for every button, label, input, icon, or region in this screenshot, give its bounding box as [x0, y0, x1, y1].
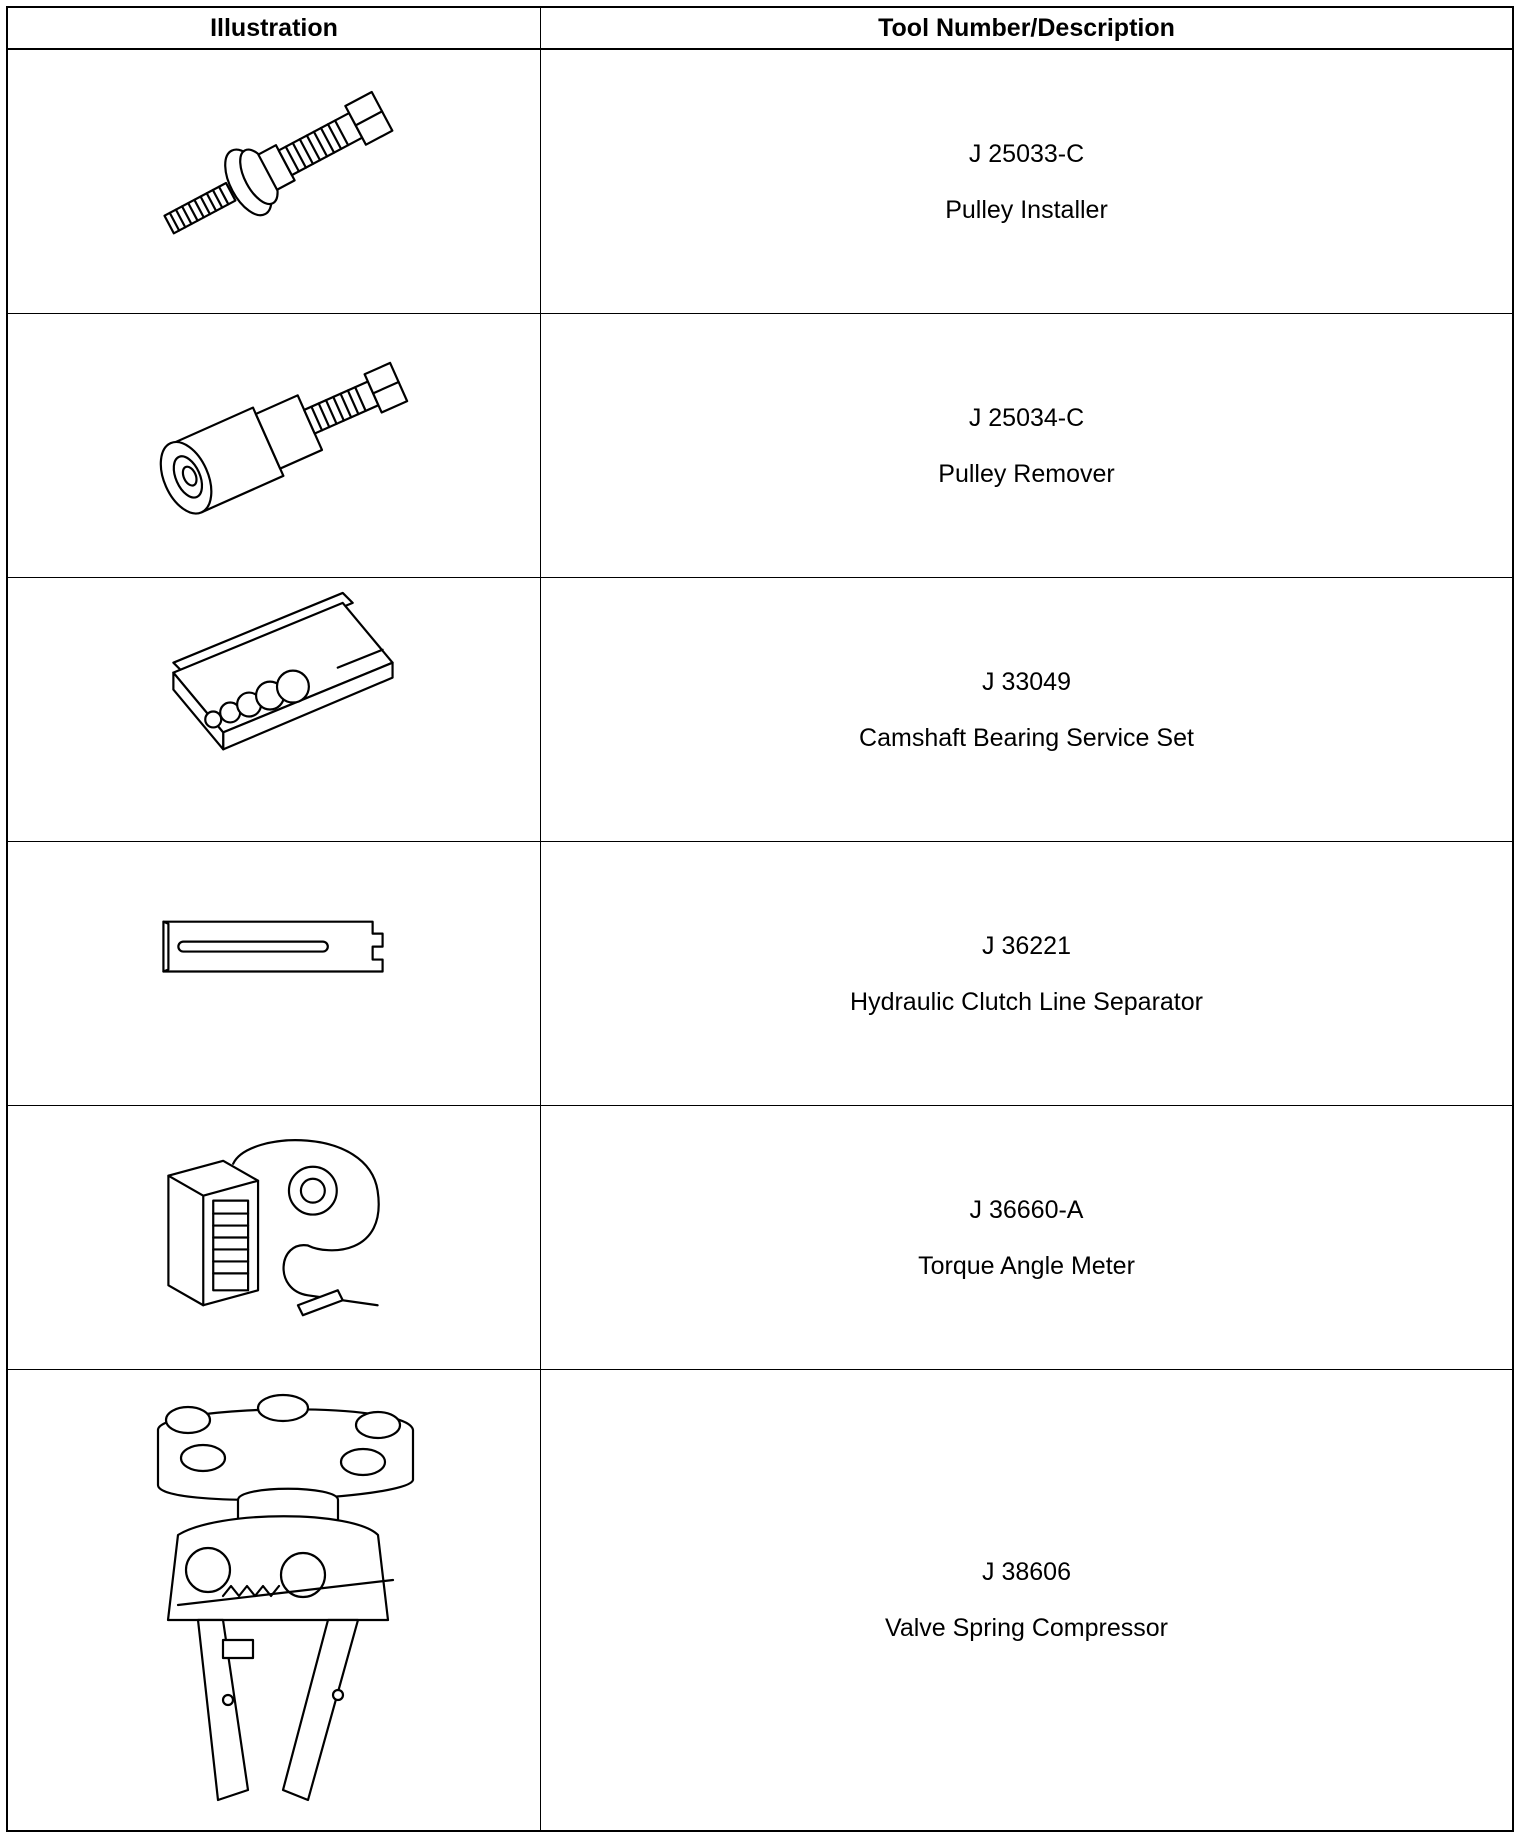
camshaft-bearing-set-illustration — [8, 578, 541, 841]
clutch-line-separator-illustration — [8, 842, 541, 1105]
tool-description: Pulley Remover — [938, 459, 1115, 488]
torque-angle-meter-illustration — [8, 1106, 541, 1369]
table-row — [8, 578, 1512, 842]
pulley-remover-illustration — [8, 314, 541, 577]
pulley-installer-illustration — [8, 50, 541, 313]
table-row — [8, 1106, 1512, 1370]
tool-description-cell — [541, 578, 1512, 841]
valve-spring-compressor-illustration — [8, 1370, 541, 1830]
tool-description: Torque Angle Meter — [918, 1251, 1135, 1280]
table-row — [8, 1370, 1512, 1830]
header-illustration: Illustration — [8, 8, 541, 50]
illustration-cell — [8, 842, 541, 1105]
table-row — [8, 314, 1512, 578]
tool-description: Pulley Installer — [945, 195, 1108, 224]
tool-description: Hydraulic Clutch Line Separator — [850, 987, 1203, 1016]
tool-number: J 33049 — [982, 667, 1071, 696]
tool-description: Valve Spring Compressor — [885, 1614, 1168, 1642]
table-row — [8, 50, 1512, 314]
illustration-cell — [8, 314, 541, 577]
tool-description-cell — [541, 50, 1512, 313]
tool-number: J 25034-C — [968, 403, 1085, 432]
tool-description-cell — [541, 1370, 1512, 1830]
tool-description-cell — [541, 1106, 1512, 1369]
tool-description-cell — [541, 842, 1512, 1105]
tool-number: J 38606 — [982, 1558, 1071, 1586]
illustration-cell — [8, 578, 541, 841]
illustration-cell — [8, 50, 541, 313]
header-tool-number-description: Tool Number/Description — [541, 8, 1512, 50]
tool-description-cell — [541, 314, 1512, 577]
illustration-cell — [8, 1370, 541, 1830]
tool-number: J 36221 — [982, 931, 1071, 960]
tool-number: J 25033-C — [968, 139, 1085, 168]
illustration-cell — [8, 1106, 541, 1369]
table-row — [8, 842, 1512, 1106]
tool-description: Camshaft Bearing Service Set — [859, 723, 1194, 752]
tool-number: J 36660-A — [969, 1195, 1084, 1224]
tool-table — [6, 6, 1514, 1832]
